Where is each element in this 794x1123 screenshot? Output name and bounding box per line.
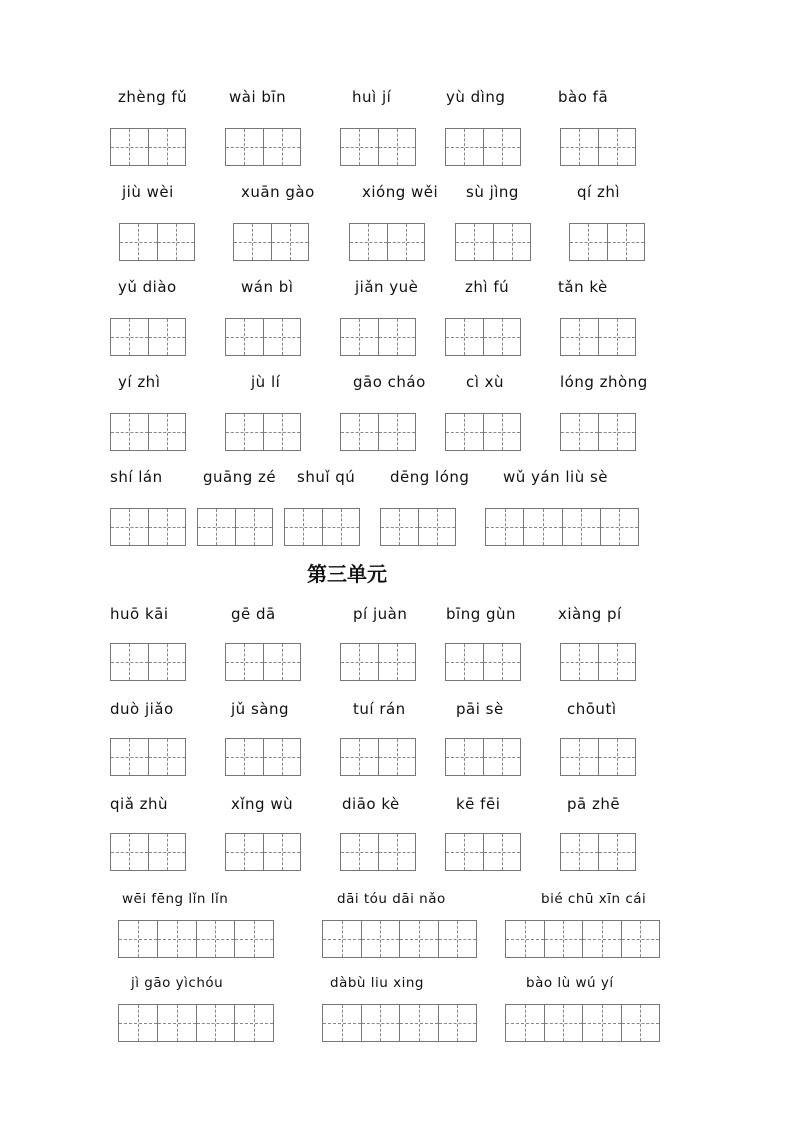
character-box[interactable] (583, 921, 622, 957)
character-box[interactable] (226, 319, 264, 355)
pinyin-label: dàbù liu xing (330, 975, 424, 991)
character-box[interactable] (622, 1005, 660, 1041)
pinyin-label: jiǎn yuè (355, 278, 419, 296)
character-box[interactable] (149, 319, 186, 355)
character-box[interactable] (381, 509, 419, 545)
character-box[interactable] (446, 834, 484, 870)
character-box[interactable] (419, 509, 456, 545)
writing-grid[interactable] (445, 833, 521, 871)
character-box[interactable] (599, 129, 636, 165)
character-box[interactable] (484, 414, 521, 450)
character-box[interactable] (506, 921, 545, 957)
section-title: 第三单元 (307, 562, 387, 586)
character-box[interactable] (111, 834, 149, 870)
writing-grid[interactable] (445, 318, 521, 356)
character-box[interactable] (111, 739, 149, 775)
pinyin-label: huì jí (352, 88, 392, 106)
writing-grid[interactable] (560, 643, 636, 681)
pinyin-label: bào lù wú yí (526, 975, 614, 991)
character-box[interactable] (341, 414, 379, 450)
pinyin-label: gē dā (231, 605, 276, 623)
character-box[interactable] (379, 414, 416, 450)
character-box[interactable] (323, 1005, 362, 1041)
character-box[interactable] (119, 921, 158, 957)
pinyin-label: yǔ diào (118, 278, 177, 296)
character-box[interactable] (197, 1005, 236, 1041)
writing-grid[interactable] (560, 833, 636, 871)
pinyin-label: xiàng pí (558, 605, 622, 623)
character-box[interactable] (149, 739, 186, 775)
pinyin-label: guāng zé (203, 468, 277, 486)
character-box[interactable] (235, 921, 273, 957)
pinyin-label: xióng wěi (362, 183, 439, 201)
character-box[interactable] (446, 129, 484, 165)
character-box[interactable] (111, 644, 149, 680)
character-box[interactable] (388, 224, 425, 260)
character-box[interactable] (446, 414, 484, 450)
character-box[interactable] (264, 739, 301, 775)
pinyin-label: wài bīn (229, 88, 287, 106)
writing-grid[interactable] (225, 318, 301, 356)
character-box[interactable] (379, 739, 416, 775)
character-box[interactable] (264, 414, 301, 450)
writing-grid[interactable] (455, 223, 531, 261)
character-box[interactable] (608, 224, 645, 260)
character-box[interactable] (601, 509, 638, 545)
character-box[interactable] (226, 834, 264, 870)
character-box[interactable] (149, 414, 186, 450)
writing-grid[interactable] (110, 128, 186, 166)
pinyin-label: yí zhì (118, 373, 161, 391)
character-box[interactable] (272, 224, 309, 260)
character-box[interactable] (341, 129, 379, 165)
character-box[interactable] (446, 644, 484, 680)
character-box[interactable] (197, 921, 236, 957)
character-box[interactable] (158, 224, 195, 260)
character-box[interactable] (226, 129, 264, 165)
writing-grid[interactable] (340, 413, 416, 451)
pinyin-label: lóng zhòng (560, 373, 648, 391)
pinyin-label: zhì fú (465, 278, 510, 296)
character-box[interactable] (350, 224, 388, 260)
pinyin-label: diāo kè (342, 795, 400, 813)
writing-grid[interactable] (560, 128, 636, 166)
pinyin-label: bīng gùn (446, 605, 517, 623)
writing-grid[interactable] (110, 413, 186, 451)
writing-grid[interactable] (110, 738, 186, 776)
pinyin-label: bào fā (558, 88, 609, 106)
pinyin-label: cì xù (466, 373, 505, 391)
writing-grid[interactable] (340, 833, 416, 871)
character-box[interactable] (341, 644, 379, 680)
pinyin-label: wēi fēng lǐn lǐn (122, 891, 229, 907)
pinyin-label: dāi tóu dāi nǎo (337, 891, 446, 907)
writing-grid[interactable] (505, 920, 660, 958)
pinyin-label: yù dìng (446, 88, 506, 106)
pinyin-label: chōutì (567, 700, 617, 718)
writing-grid[interactable] (560, 318, 636, 356)
character-box[interactable] (236, 509, 273, 545)
writing-grid[interactable] (322, 920, 477, 958)
character-box[interactable] (484, 319, 521, 355)
character-box[interactable] (111, 129, 149, 165)
writing-grid[interactable] (340, 318, 416, 356)
writing-grid[interactable] (340, 643, 416, 681)
character-box[interactable] (264, 834, 301, 870)
pinyin-label: pāi sè (456, 700, 504, 718)
pinyin-label: jù lí (251, 373, 281, 391)
pinyin-label: huō kāi (110, 605, 169, 623)
pinyin-label: qí zhì (577, 183, 621, 201)
pinyin-label: dēng lóng (390, 468, 470, 486)
character-box[interactable] (446, 319, 484, 355)
pinyin-label: sù jìng (466, 183, 519, 201)
character-box[interactable] (545, 921, 584, 957)
writing-grid[interactable] (225, 128, 301, 166)
character-box[interactable] (506, 1005, 545, 1041)
character-box[interactable] (599, 644, 636, 680)
character-box[interactable] (379, 319, 416, 355)
character-box[interactable] (323, 921, 362, 957)
character-box[interactable] (341, 319, 379, 355)
writing-grid[interactable] (225, 833, 301, 871)
character-box[interactable] (379, 129, 416, 165)
pinyin-label: tuí rán (353, 700, 406, 718)
writing-grid[interactable] (225, 643, 301, 681)
writing-grid[interactable] (340, 738, 416, 776)
character-box[interactable] (570, 224, 608, 260)
writing-grid[interactable] (110, 508, 186, 546)
character-box[interactable] (446, 739, 484, 775)
pinyin-label: tǎn kè (558, 278, 608, 296)
character-box[interactable] (198, 509, 236, 545)
writing-grid[interactable] (445, 128, 521, 166)
character-box[interactable] (486, 509, 524, 545)
character-box[interactable] (545, 1005, 584, 1041)
pinyin-label: shí lán (110, 468, 163, 486)
writing-grid[interactable] (445, 413, 521, 451)
writing-grid[interactable] (284, 508, 360, 546)
character-box[interactable] (484, 644, 521, 680)
writing-grid[interactable] (445, 643, 521, 681)
character-box[interactable] (456, 224, 494, 260)
character-box[interactable] (226, 644, 264, 680)
pinyin-label: wán bì (241, 278, 294, 296)
pinyin-label: jì gāo yìchóu (131, 975, 224, 991)
pinyin-label: pā zhē (567, 795, 621, 813)
character-box[interactable] (561, 644, 599, 680)
character-box[interactable] (599, 834, 636, 870)
character-box[interactable] (149, 509, 186, 545)
writing-grid[interactable] (560, 413, 636, 451)
character-box[interactable] (111, 414, 149, 450)
character-box[interactable] (264, 129, 301, 165)
character-box[interactable] (400, 921, 439, 957)
writing-grid[interactable] (233, 223, 309, 261)
pinyin-label: pí juàn (353, 605, 408, 623)
character-box[interactable] (400, 1005, 439, 1041)
writing-grid[interactable] (119, 223, 195, 261)
pinyin-label: jǔ sàng (231, 700, 289, 718)
character-box[interactable] (149, 644, 186, 680)
character-box[interactable] (599, 319, 636, 355)
character-box[interactable] (341, 834, 379, 870)
writing-grid[interactable] (322, 1004, 477, 1042)
writing-grid[interactable] (485, 508, 639, 546)
character-box[interactable] (362, 921, 401, 957)
character-box[interactable] (158, 1005, 197, 1041)
pinyin-label: jiù wèi (122, 183, 174, 201)
writing-grid[interactable] (505, 1004, 660, 1042)
character-box[interactable] (494, 224, 531, 260)
pinyin-label: bié chū xīn cái (541, 891, 647, 907)
character-box[interactable] (561, 319, 599, 355)
writing-grid[interactable] (118, 1004, 274, 1042)
character-box[interactable] (561, 129, 599, 165)
character-box[interactable] (561, 834, 599, 870)
character-box[interactable] (561, 414, 599, 450)
pinyin-label: xuān gào (241, 183, 315, 201)
writing-grid[interactable] (380, 508, 456, 546)
character-box[interactable] (111, 509, 149, 545)
writing-grid[interactable] (349, 223, 425, 261)
character-box[interactable] (622, 921, 660, 957)
character-box[interactable] (484, 129, 521, 165)
character-box[interactable] (120, 224, 158, 260)
writing-grid[interactable] (197, 508, 273, 546)
character-box[interactable] (226, 414, 264, 450)
character-box[interactable] (561, 739, 599, 775)
character-box[interactable] (439, 921, 477, 957)
writing-grid[interactable] (340, 128, 416, 166)
character-box[interactable] (235, 1005, 273, 1041)
character-box[interactable] (563, 509, 601, 545)
character-box[interactable] (362, 1005, 401, 1041)
character-box[interactable] (484, 739, 521, 775)
character-box[interactable] (599, 414, 636, 450)
character-box[interactable] (599, 739, 636, 775)
writing-grid[interactable] (225, 413, 301, 451)
character-box[interactable] (379, 834, 416, 870)
character-box[interactable] (264, 319, 301, 355)
writing-grid[interactable] (118, 920, 274, 958)
character-box[interactable] (439, 1005, 477, 1041)
character-box[interactable] (111, 319, 149, 355)
writing-grid[interactable] (110, 318, 186, 356)
character-box[interactable] (149, 834, 186, 870)
character-box[interactable] (264, 644, 301, 680)
pinyin-label: duò jiǎo (110, 700, 174, 718)
character-box[interactable] (484, 834, 521, 870)
writing-grid[interactable] (110, 833, 186, 871)
pinyin-label: wǔ yán liù sè (503, 468, 609, 486)
character-box[interactable] (583, 1005, 622, 1041)
pinyin-label: kē fēi (456, 795, 501, 813)
pinyin-label: gāo cháo (353, 373, 426, 391)
writing-grid[interactable] (445, 738, 521, 776)
pinyin-label: zhèng fǔ (118, 88, 188, 106)
character-box[interactable] (323, 509, 360, 545)
character-box[interactable] (226, 739, 264, 775)
writing-grid[interactable] (569, 223, 645, 261)
character-box[interactable] (341, 739, 379, 775)
pinyin-label: shuǐ qú (297, 468, 356, 486)
writing-grid[interactable] (110, 643, 186, 681)
character-box[interactable] (234, 224, 272, 260)
writing-grid[interactable] (560, 738, 636, 776)
pinyin-label: xǐng wù (231, 795, 294, 813)
character-box[interactable] (119, 1005, 158, 1041)
character-box[interactable] (285, 509, 323, 545)
writing-grid[interactable] (225, 738, 301, 776)
pinyin-label: qiǎ zhù (110, 795, 169, 813)
character-box[interactable] (524, 509, 562, 545)
character-box[interactable] (379, 644, 416, 680)
character-box[interactable] (149, 129, 186, 165)
character-box[interactable] (158, 921, 197, 957)
